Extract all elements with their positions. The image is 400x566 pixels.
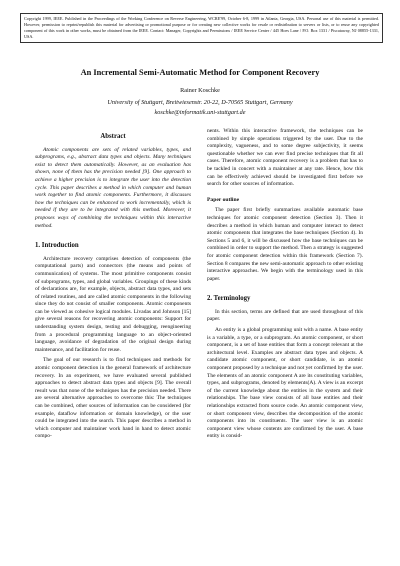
left-column <box>35 133 191 444</box>
section-heading-introduction: 1. Introduction <box>35 242 79 250</box>
terminology-paragraph-2: An entity is a global programming unit with a name. A base entity is a variable, a type, or a subprogram. An atomic component, or short component, is a set of base entities that form a concept relevant at the architectural level. Examples are abstract data types and objects. A candidate atomic component, or short candidate, is an atomic component proposed by a technique and not yet confirmed by the user. The elements of an atomic component A are its constituting variables, types, and subprograms, denoted by elements(A). A view is an excerpt of the current knowledge about the entities in the system and their relationships. The base view consists of all base entities and their relationships extracted from source code. An atomic component view, or short component view, describes the decomposition of the atomic components into its constituents. The user view is an atomic component view whose contents are confirmed by the user. A base entity is consid- <box>207 327 363 440</box>
abstract-heading: Abstract <box>100 133 126 140</box>
author-affiliation: University of Stuttgart, Breitwiesenstr. 20-22, D-70565 Stuttgart, Germany <box>107 99 293 106</box>
section-heading-terminology: 2. Terminology <box>207 295 251 303</box>
intro-paragraph-1: Architecture recovery comprises detection of components (the computational parts) and connectors (the means and points of communication) of systems. The most primitive components consist of subprograms, types, and global variables. Groupings of these kinds of declarations are, for example, objects, abstract data types, and sets of related routines, and are called atomic components in the following since they do not consist of smaller components. Atomic components can be viewed as cohesive logical modules. Livadas and Johnson [15] give several reasons for recovering atomic components: Support for understanding system design, testing and debugging, reengineering from a procedural programming language to an object-oriented language, avoidance of degradation of the original design during maintenance, and facilitation for reuse. <box>35 255 191 353</box>
paper-outline-text: The paper first briefly summarizes available automatic base techniques for atomic component detection (Section 3). Then it describes a method in which human and computer interact to detect atomic components that integrates the base techniques (Section 4). In Sections 5 and 6, it will be discussed how the base techniques can be combined in order to support the method. Then a strategy is suggested for atomic component detection within this framework (Section 7). Section 8 compares the new semi-automatic approach to other existing interactive approaches. We begin with the terminology used in this paper. <box>207 207 363 282</box>
author-email: koschke@informatik.uni-stuttgart.de <box>154 109 246 116</box>
terminology-paragraph-1: In this section, terms are defined that are used throughout of this paper. <box>207 308 363 323</box>
paper-outline-heading: Paper outline <box>207 196 240 203</box>
paper-title: An Incremental Semi-Automatic Method for Component Recovery <box>80 68 320 77</box>
author-name: Rainer Koschke <box>180 87 220 94</box>
copyright-notice: Copyright 1999, IEEE. Published in the Proceedings of the Working Conference on Reverse Engineering, WCRE'99, October 6-8, 1999 in Atlanta, Georgia, USA. Personal use of this material is permitted. However, permission to reprint/republish this material for advertising or promotional purpose or for creating new collective works for resale or redistribution to servers or lists, or to reuse any copyrighted component of this work in other works, must be obtained from the IEEE. Contact: Manager, Copyrights and Permissions / IEEE Service Center / 445 Hoes Lane / P.O. Box 1331 / Piscataway, NJ 08855-1331, USA. <box>20 13 383 43</box>
intro-paragraph-2: The goal of our research is to find techniques and methods for atomic component detection in the general framework of architecture recovery. In an experiment, we have evaluated several published approaches to detect abstract data types and objects [9]. The overall result was that none of the techniques has the precision needed. There are several alternative approaches to overcome this: The techniques can be combined, other sources of information can be considered (for example, dataflow information or domain knowledge), or the user could be integrated into the search. This paper describes a method in which computer and maintainer work hand in hand to detect atomic compo- <box>35 357 191 440</box>
abstract <box>35 147 191 231</box>
right-column <box>207 128 363 444</box>
intro-paragraph-3: nents. Within this interactive framework, the techniques can be combined by simple operations triggered by the user. Due to the complexity, vagueness, and to some degree subjectivity, it seems questionable whether we can ever find precise techniques that fit all cases. Therefore, atomic component recovery is a problem that has to be tackled in concert with a maintainer at any rate. Hence, how this can be effectively achieved should be investigated first before we search for other sources of information. <box>207 128 363 188</box>
abstract-text: Atomic components are sets of related variables, types, and subprograms, e.g., abstract data types and objects. Many techniques exist to detect them automatically. However, as an evaluation has shown, none of them has the precision needed [9]. One approach to achieve a higher precision is to integrate the user into the detection cycle. This paper describes a method in which computer and human work together to find atomic components. Furthermore, it discusses how the techniques can be enhanced to work incrementally, which is needed if they are to be integrated with this method. Moreover, it proposes ways of combining the techniques within this interactive method. <box>35 146 191 229</box>
